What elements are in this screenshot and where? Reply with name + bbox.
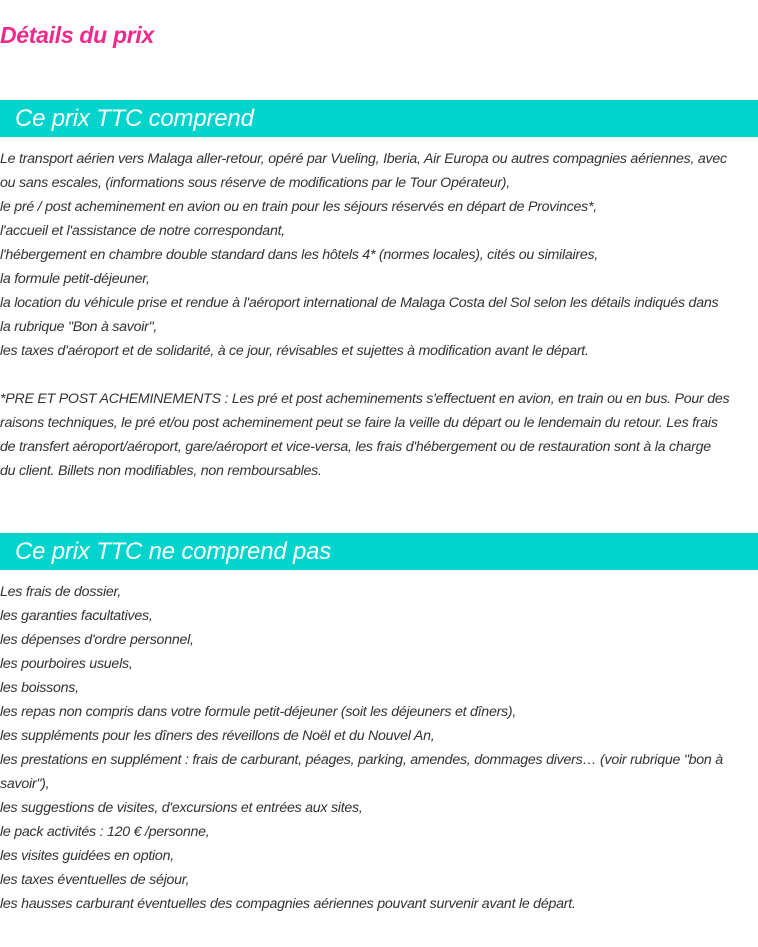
excluded-line: les dépenses d'ordre personnel, bbox=[0, 632, 194, 648]
transfers-note-line: raisons techniques, le pré et/ou post acheminement peut se faire la veille du départ ou le lendemain du retour. Les frais bbox=[0, 415, 718, 431]
included-section-header: Ce prix TTC comprend bbox=[0, 100, 758, 137]
transfers-note-line: de transfert aéroport/aéroport, gare/aéroport et vice-versa, les frais d'hébergement ou de restauration sont à la charge bbox=[0, 439, 711, 455]
transfers-note-line: du client. Billets non modifiables, non remboursables. bbox=[0, 463, 322, 479]
excluded-line: les suppléments pour les dîners des réveillons de Noël et du Nouvel An, bbox=[0, 728, 435, 744]
excluded-line: les prestations en supplément : frais de carburant, péages, parking, amendes, dommages divers… (voir rubrique "bon à bbox=[0, 752, 723, 768]
excluded-line: les pourboires usuels, bbox=[0, 656, 133, 672]
excluded-line: Les frais de dossier, bbox=[0, 584, 121, 600]
excluded-line: les visites guidées en option, bbox=[0, 848, 174, 864]
included-line: la location du véhicule prise et rendue à l'aéroport international de Malaga Costa del Sol selon les détails indiqués dans bbox=[0, 295, 719, 311]
excluded-line: savoir"), bbox=[0, 776, 50, 792]
excluded-line: les hausses carburant éventuelles des compagnies aériennes pouvant survenir avant le départ. bbox=[0, 896, 576, 912]
transfers-note-line: *PRE ET POST ACHEMINEMENTS : Les pré et post acheminements s'effectuent en avion, en train ou en bus. Pour des bbox=[0, 391, 730, 407]
transfers-note bbox=[0, 387, 758, 483]
included-list bbox=[0, 147, 758, 363]
included-line: le pré / post acheminement en avion ou en train pour les séjours réservés en départ de Provinces*, bbox=[0, 199, 597, 215]
included-line: l'accueil et l'assistance de notre correspondant, bbox=[0, 223, 285, 239]
excluded-line: le pack activités : 120 € /personne, bbox=[0, 824, 210, 840]
excluded-list bbox=[0, 580, 758, 916]
included-line: la formule petit-déjeuner, bbox=[0, 271, 150, 287]
included-line: l'hébergement en chambre double standard dans les hôtels 4* (normes locales), cités ou similaires, bbox=[0, 247, 599, 263]
included-line: les taxes d'aéroport et de solidarité, à ce jour, révisables et sujettes à modification avant le départ. bbox=[0, 343, 589, 359]
excluded-line: les boissons, bbox=[0, 680, 79, 696]
excluded-line: les repas non compris dans votre formule petit-déjeuner (soit les déjeuners et dîners), bbox=[0, 704, 517, 720]
included-line: ou sans escales, (informations sous réserve de modifications par le Tour Opérateur), bbox=[0, 175, 510, 191]
included-line: Le transport aérien vers Malaga aller-retour, opéré par Vueling, Iberia, Air Europa ou autres compagnies aériennes, avec bbox=[0, 151, 727, 167]
excluded-line: les taxes éventuelles de séjour, bbox=[0, 872, 190, 888]
excluded-line: les garanties facultatives, bbox=[0, 608, 153, 624]
excluded-section-header: Ce prix TTC ne comprend pas bbox=[0, 533, 758, 570]
page-title: Détails du prix bbox=[0, 22, 154, 48]
included-line: la rubrique "Bon à savoir", bbox=[0, 319, 158, 335]
excluded-line: les suggestions de visites, d'excursions et entrées aux sites, bbox=[0, 800, 363, 816]
